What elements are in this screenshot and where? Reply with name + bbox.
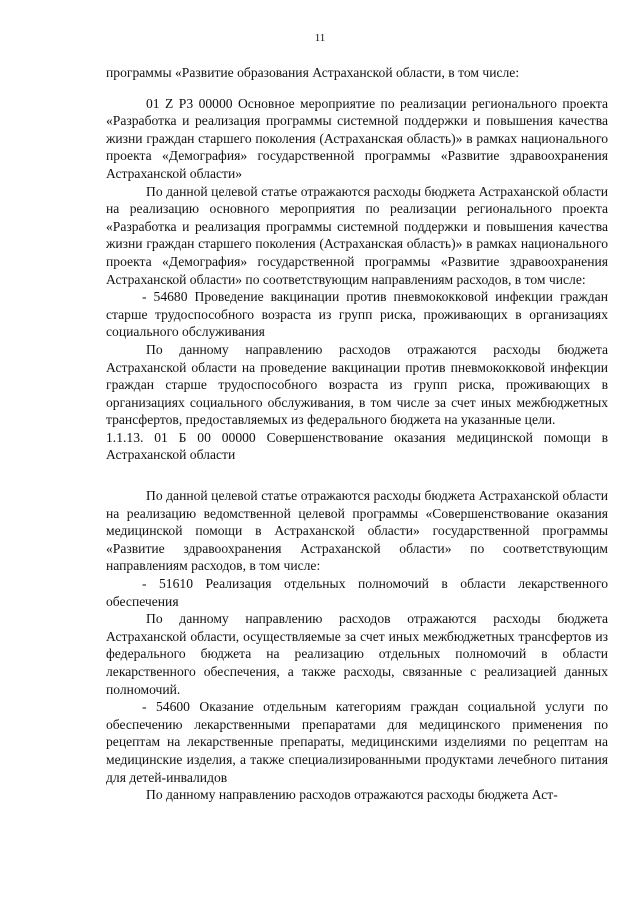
paragraph-direction-51610: - 51610 Реализация отдельных полномочий в области лекарственного обеспечения xyxy=(106,576,608,609)
paragraph-direction-54600-description: По данному направлению расходов отражаются расходы бюджета Аст- xyxy=(146,787,558,803)
paragraph-direction-54680: - 54680 Проведение вакцинации против пневмококковой инфекции граждан старше трудоспособного возраста из групп риска, проживающих в организациях социального обслуживания xyxy=(106,289,608,340)
document-body xyxy=(106,64,608,804)
paragraph-section-description: По данной целевой статье отражаются расходы бюджета Астраханской области на реализацию ведомственной целевой программы «Совершенствование оказания медицинской помощи в Астраханской области» государственной программы «Развитие здравоохранения Астраханской области» по соответствующим направлениям расходов, в том числе: xyxy=(106,488,608,574)
paragraph-direction-51610-description: По данному направлению расходов отражаются расходы бюджета Астраханской области, осуществляемые за счет иных межбюджетных трансфертов из федерального бюджета на реализацию отдельных полномочий в области лекарственного обеспечения, а также расходы, связанные с реализацией данных полномочий. xyxy=(106,611,608,697)
page-number: 11 xyxy=(314,32,326,44)
paragraph-article-description: По данной целевой статье отражаются расходы бюджета Астраханской области на реализацию основного мероприятия по реализации регионального проекта «Разработка и реализация программы системной поддержки и повышения качества жизни граждан старшего поколения (Астраханская область)» в рамках национального проекта «Демография» государственной программы «Развитие здравоохранения Астраханской области» по соответствующим направлениям расходов, в том числе: xyxy=(106,183,608,287)
section-heading: 1.1.13. 01 Б 00 00000 Совершенствование оказания медицинской помощи в Астраханской области xyxy=(106,429,608,463)
paragraph-intro: программы «Развитие образования Астраханской области, в том числе: xyxy=(106,65,520,80)
paragraph-direction-54680-description: По данному направлению расходов отражаются расходы бюджета Астраханской области на проведение вакцинации против пневмококковой инфекции граждан старше трудоспособного возраста из групп риска, проживающих в организациях социального обслуживания, в том числе за счет иных межбюджетных трансфертов, предоставляемых из федерального бюджета на указанные цели. xyxy=(106,341,608,428)
paragraph-direction-54600: - 54600 Оказание отдельным категориям граждан социальной услуги по обеспечению лекарственными препаратами для медицинского применения по рецептам на лекарственные препараты, медицинскими изделиями по рецептам на медицинские изделия, а также специализированными продуктами лечебного питания для детей-инвалидов xyxy=(106,699,608,785)
paragraph-article-heading: 01 Z P3 00000 Основное мероприятие по реализации регионального проекта «Разработка и реализация программы системной поддержки и повышения качества жизни граждан старшего поколения (Астраханская область)» в рамках национального проекта «Демография» государственной программы «Развитие здравоохранения Астраханской области» xyxy=(106,95,608,181)
